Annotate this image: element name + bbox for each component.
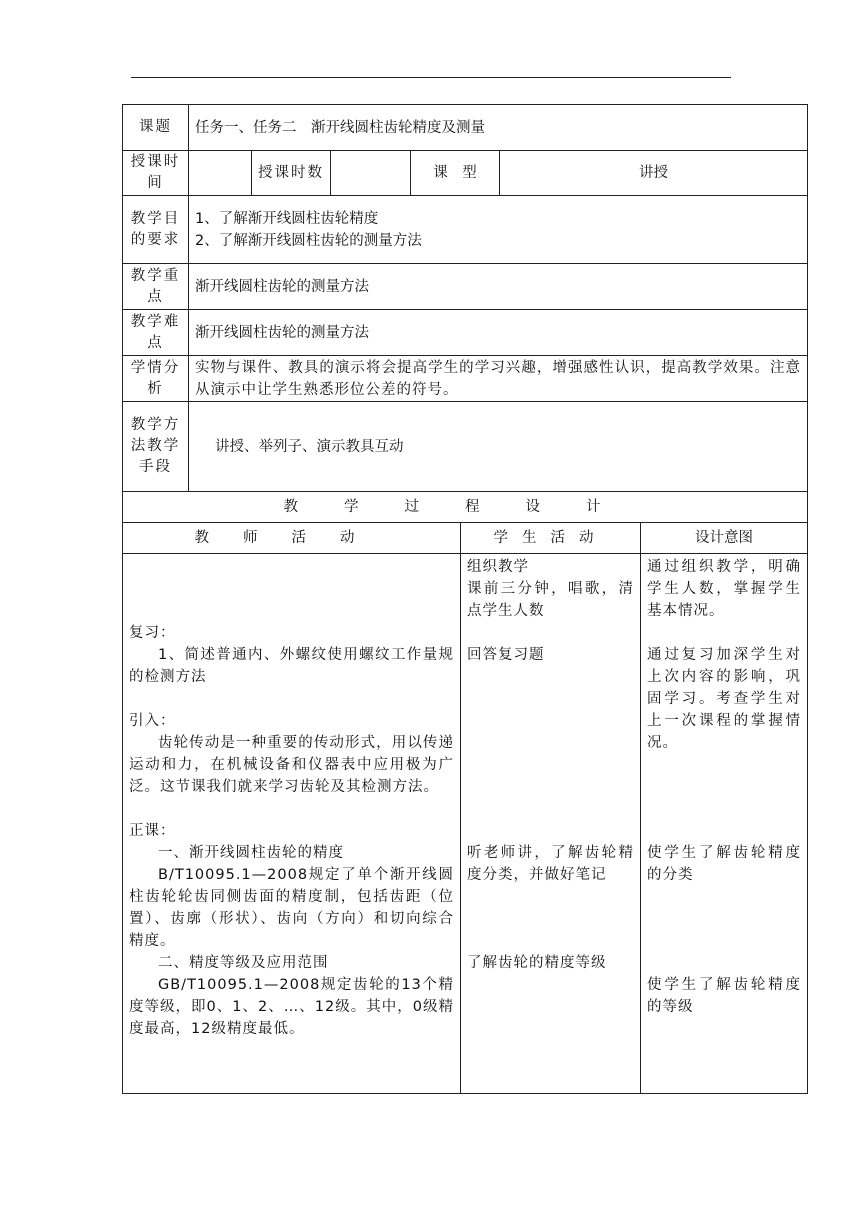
row-goal <box>123 196 808 264</box>
row-process-headers <box>123 523 808 554</box>
method-label: 教学方法教学手段 <box>123 402 189 492</box>
title-value: 任务一、任务二 渐开线圆柱齿轮精度及测量 <box>189 105 808 151</box>
title-label: 课题 <box>123 105 189 151</box>
row-time <box>123 151 808 196</box>
goal-label: 教学目的要求 <box>123 196 189 264</box>
review-item: 1、简述普通内、外螺纹使用螺纹工作量规的检测方法 <box>129 647 454 685</box>
row-process-title <box>123 492 808 523</box>
hours-label: 授课时数 <box>252 151 331 196</box>
design-item-2: 通过复习加深学生对上次内容的影响，巩固学习。考查学生对上一次课程的掌握情况。 <box>647 647 802 751</box>
student-item-4: 听老师讲，了解齿轮精度分类，并做好笔记 <box>467 845 634 883</box>
design-item-1: 通过组织教学，明确学生人数，掌握学生基本情况。 <box>647 559 802 619</box>
design-item-3: 使学生了解齿轮精度的分类 <box>647 845 802 883</box>
student-item-1: 组织教学 <box>467 559 529 575</box>
sec2-title: 二、精度等级及应用范围 <box>158 955 329 971</box>
row-method <box>123 402 808 492</box>
sec1-title: 一、渐开线圆柱齿轮的精度 <box>158 845 344 861</box>
row-difficulty <box>123 310 808 356</box>
time-value <box>189 151 252 196</box>
review-head: 复习： <box>129 625 176 641</box>
student-item-2: 课前三分钟，唱歌，清点学生人数 <box>467 581 634 619</box>
sec1-text: B/T10095.1—2008规定了单个渐开线圆柱齿轮轮齿同侧齿面的精度制，包括齿距（位置）、齿廓（形状）、齿向（方向）和切向综合精度。 <box>129 867 454 949</box>
time-label: 授课时间 <box>123 151 189 196</box>
student-item-5: 了解齿轮的精度等级 <box>467 955 607 971</box>
row-analysis <box>123 356 808 402</box>
sec2-text: GB/T10095.1—2008规定齿轮的13个精度等级，即0、1、2、…、12级。其中，0级精度最高，12级精度最低。 <box>129 977 454 1037</box>
design-intent <box>641 554 808 1094</box>
analysis-label: 学情分析 <box>123 356 189 402</box>
student-activity <box>461 554 641 1094</box>
method-value: 讲授、举列子、演示教具互动 <box>189 402 808 492</box>
row-process-body <box>123 554 808 1094</box>
intro-text: 齿轮传动是一种重要的传动形式，用以传递运动和力，在机械设备和仪器表中应用极为广泛。这节课我们就来学习齿轮及其检测方法。 <box>129 735 454 795</box>
analysis-value: 实物与课件、教具的演示将会提高学生的学习兴趣，增强感性认识，提高教学效果。注意从演示中让学生熟悉形位公差的符号。 <box>189 356 808 402</box>
type-value: 讲授 <box>500 151 808 196</box>
row-title <box>123 105 808 151</box>
row-key <box>123 264 808 310</box>
key-value: 渐开线圆柱齿轮的测量方法 <box>189 264 808 310</box>
student-item-3: 回答复习题 <box>467 647 545 663</box>
goal-line-1: 1、了解渐开线圆柱齿轮精度 <box>195 210 379 227</box>
goal-value <box>189 196 808 264</box>
teacher-activity <box>123 554 461 1094</box>
difficulty-value: 渐开线圆柱齿轮的测量方法 <box>189 310 808 356</box>
col-design-header: 设计意图 <box>641 523 808 554</box>
key-label: 教学重点 <box>123 264 189 310</box>
difficulty-label: 教学难点 <box>123 310 189 356</box>
col-teacher-header: 教师活动 <box>123 523 461 554</box>
lesson-plan-table <box>122 104 808 1094</box>
main-head: 正课： <box>129 823 176 839</box>
hours-value <box>331 151 411 196</box>
type-label: 课 型 <box>411 151 500 196</box>
goal-line-2: 2、了解渐开线圆柱齿轮的测量方法 <box>195 232 422 249</box>
header-rule <box>131 77 731 78</box>
design-item-4: 使学生了解齿轮精度的等级 <box>647 977 802 1015</box>
intro-head: 引入： <box>129 713 176 729</box>
col-student-header: 学生活动 <box>461 523 641 554</box>
process-title: 教学过程设计 <box>123 492 808 523</box>
